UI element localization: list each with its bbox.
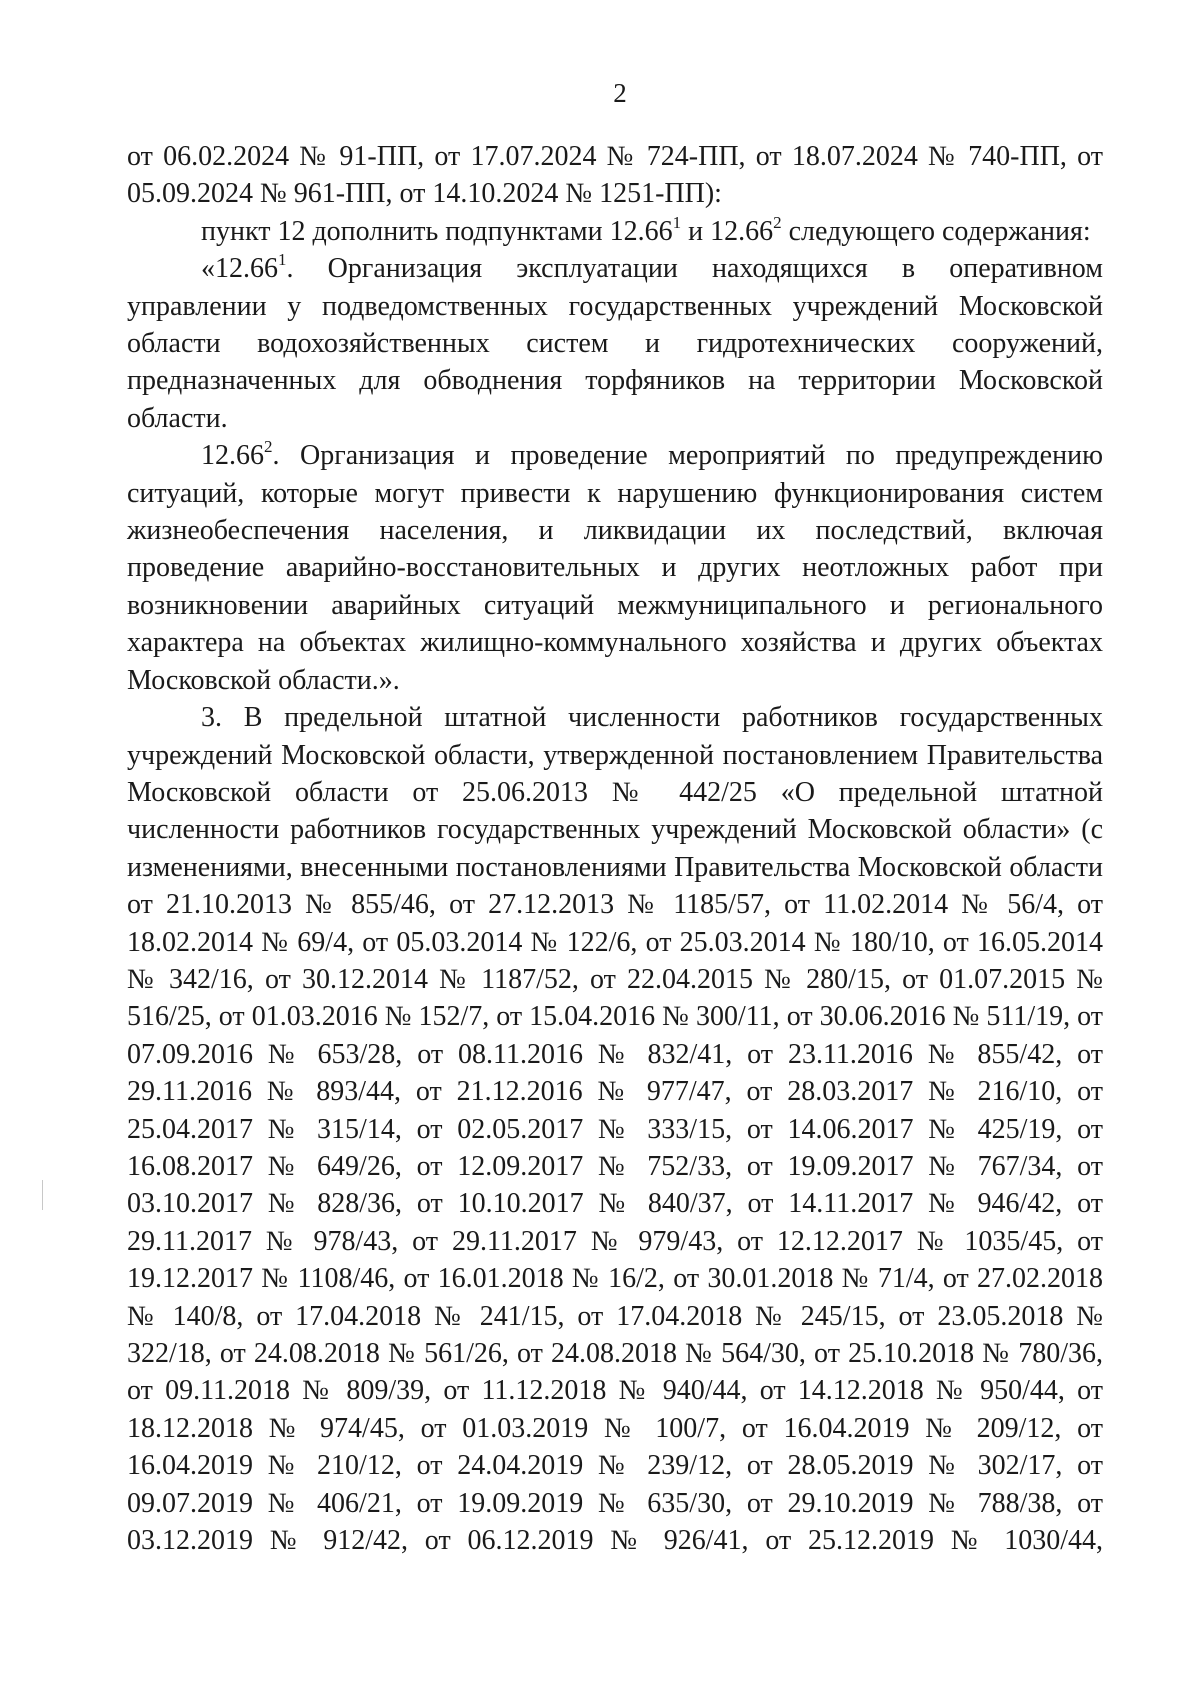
amendment-list-ending: от 06.02.2024 № 91-ПП, от 17.07.2024 № 724-ПП, от 18.07.2024 № 740-ПП, от 05.09.2024 № 961-ПП, от 14.10.2024 № 1251-ПП):	[127, 141, 1103, 210]
supplement-text-middle: и 12.66	[681, 215, 774, 247]
scan-margin-mark	[42, 1180, 43, 1210]
subitem-12-66-1	[127, 250, 1103, 437]
superscript: 2	[264, 437, 273, 457]
subitem-text: . Организация эксплуатации находящихся в оперативном управлении у подведомственных государственных учреждений Московской области водохозяйственных систем и гидротехнических сооружений, предназначенных для обводнения торфяников на территории Московской области.	[127, 253, 1103, 434]
supplement-text-before: пункт 12 дополнить подпунктами 12.66	[201, 215, 673, 247]
supplement-text-after: следующего содержания:	[781, 215, 1091, 247]
subitem-12-66-2	[127, 437, 1103, 699]
subitem-text: . Организация и проведение мероприятий по предупреждению ситуаций, которые могут привести к нарушению функционирования систем жизнеобеспечения населения, и ликвидации их последствий, включая проведение аварийно-восстановительных и других неотложных работ при возникновении аварийных ситуаций межмуниципального и регионального характера на объектах жилищно-коммунального хозяйства и других объектах Московской области.».	[127, 440, 1103, 696]
document-body	[127, 138, 1103, 1559]
superscript: 2	[773, 212, 782, 232]
superscript: 1	[672, 212, 682, 232]
item-3-paragraph: 3. В предельной штатной численности работников государственных учреждений Московской области, утвержденной постановлением Правительства Московской области от 25.06.2013 № 442/25 «О предельной штатной численности работников государственных учреждений Московской области» (с изменениями, внесенными постановлениями Правительства Московской области от 21.10.2013 № 855/46, от 27.12.2013 № 1185/57, от 11.02.2014 № 56/4, от 18.02.2014 № 69/4, от 05.03.2014 № 122/6, от 25.03.2014 № 180/10, от 16.05.2014 № 342/16, от 30.12.2014 № 1187/52, от 22.04.2015 № 280/15, от 01.07.2015 № 516/25, от 01.03.2016 № 152/7, от 15.04.2016 № 300/11, от 30.06.2016 № 511/19, от 07.09.2016 № 653/28, от 08.11.2016 № 832/41, от 23.11.2016 № 855/42, от 29.11.2016 № 893/44, от 21.12.2016 № 977/47, от 28.03.2017 № 216/10, от 25.04.2017 № 315/14, от 02.05.2017 № 333/15, от 14.06.2017 № 425/19, от 16.08.2017 № 649/26, от 12.09.2017 № 752/33, от 19.09.2017 № 767/34, от 03.10.2017 № 828/36, от 10.10.2017 № 840/37, от 14.11.2017 № 946/42, от 29.11.2017 № 978/43, от 29.11.2017 № 979/43, от 12.12.2017 № 1035/45, от 19.12.2017 № 1108/46, от 16.01.2018 № 16/2, от 30.01.2018 № 71/4, от 27.02.2018 № 140/8, от 17.04.2018 № 241/15, от 17.04.2018 № 245/15, от 23.05.2018 № 322/18, от 24.08.2018 № 561/26, от 24.08.2018 № 564/30, от 25.10.2018 № 780/36, от 09.11.2018 № 809/39, от 11.12.2018 № 940/44, от 14.12.2018 № 950/44, от 18.12.2018 № 974/45, от 01.03.2019 № 100/7, от 16.04.2019 № 209/12, от 16.04.2019 № 210/12, от 24.04.2019 № 239/12, от 28.05.2019 № 302/17, от 09.07.2019 № 406/21, от 19.09.2019 № 635/30, от 29.10.2019 № 788/38, от 03.12.2019 № 912/42, от 06.12.2019 № 926/41, от 25.12.2019 № 1030/44,	[127, 702, 1103, 1557]
supplement-instruction	[127, 213, 1103, 250]
subitem-number: 12.66	[201, 440, 264, 472]
subitem-number: «12.66	[201, 253, 278, 285]
page-number: 2	[613, 78, 627, 108]
superscript: 1	[278, 250, 287, 270]
